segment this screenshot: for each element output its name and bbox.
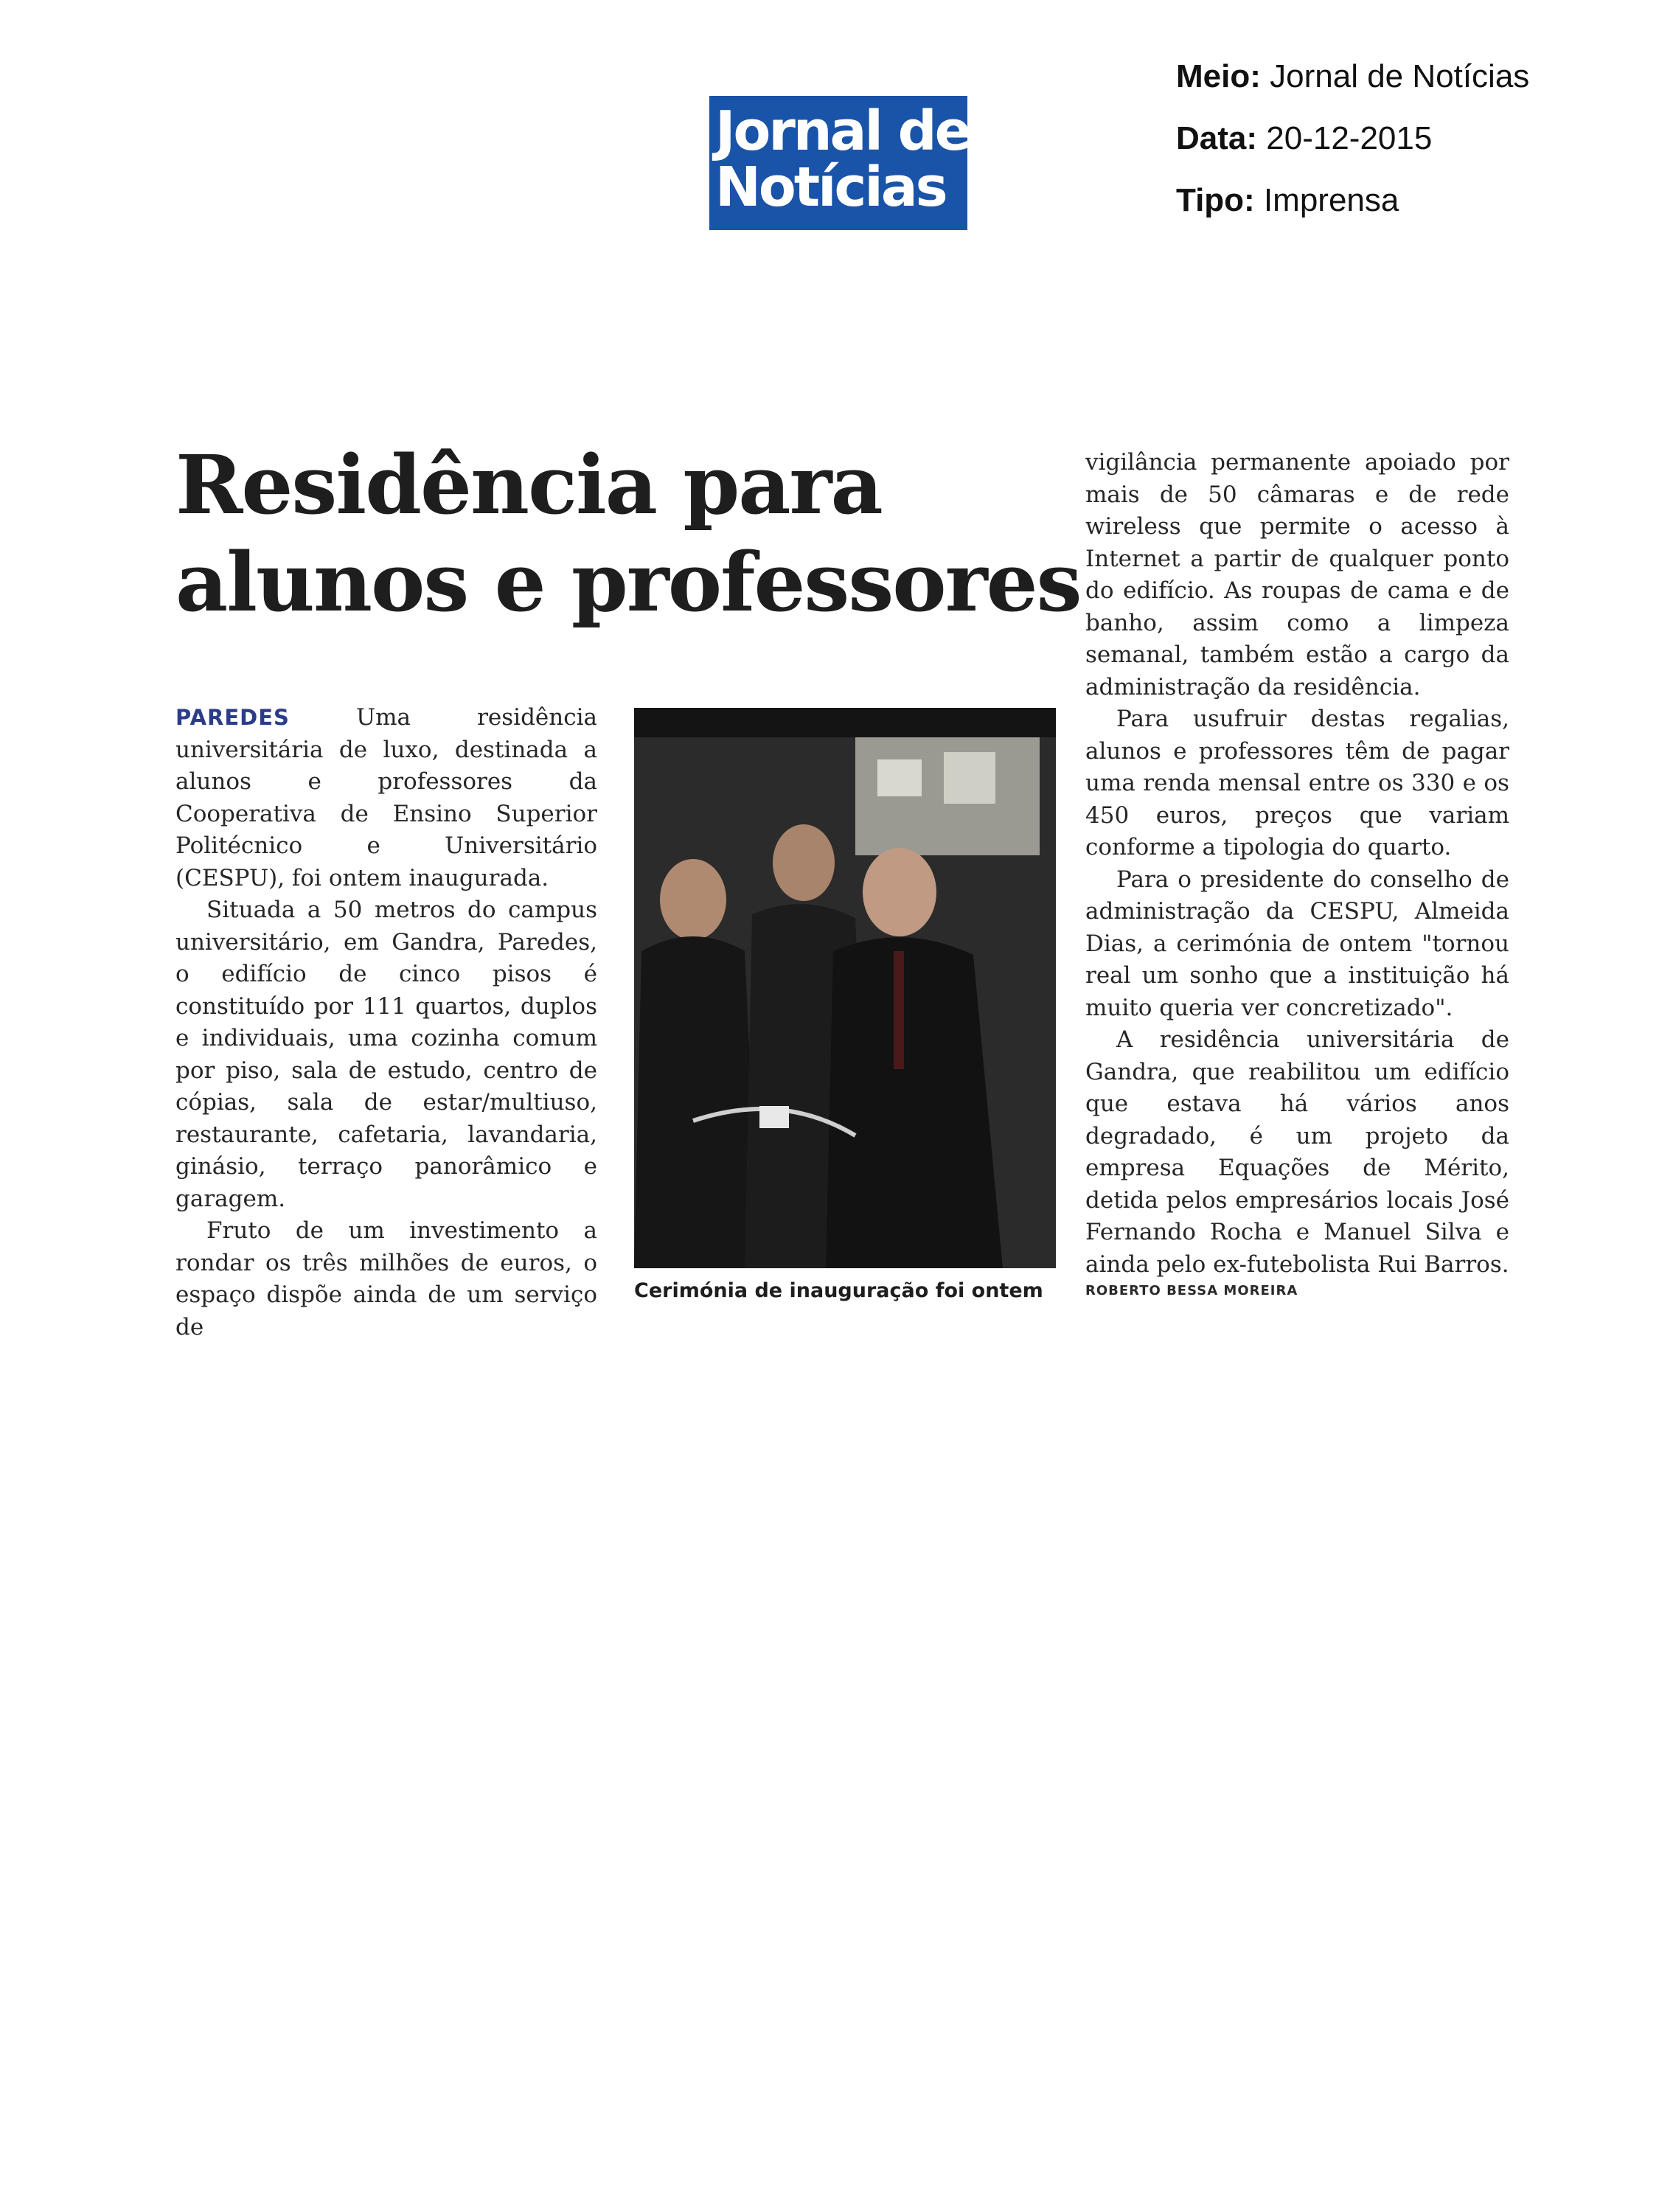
ceremony-photo xyxy=(634,708,1056,1268)
ceremony-photo-illustration xyxy=(634,708,1056,1268)
article-headline xyxy=(175,437,1081,631)
logo-line-2: Notícias xyxy=(715,156,946,219)
meta-data xyxy=(1176,115,1529,177)
paragraph: A residência universitária de Gandra, que reabilitou um edifício que estava há vários anos degradado, é um projeto da empresa Equações de Mérito, detida pelos empresários locais José Fernando Rocha e Manuel Silva e ainda pelo ex-futebolista Rui Barros. xyxy=(1085,1026,1509,1278)
data-value: 20-12-2015 xyxy=(1266,120,1433,156)
paragraph: Para o presidente do conselho de administração da CESPU, Almeida Dias, a cerimónia de ontem "tornou real um sonho que a instituição há muito queria ver concretizado". xyxy=(1085,866,1509,1021)
photo-credit: ROBERTO BESSA MOREIRA xyxy=(1085,1283,1298,1298)
data-label: Data: xyxy=(1176,120,1258,156)
newspaper-logo xyxy=(709,96,970,230)
paragraph-text: Uma residência universitária de luxo, destinada a alunos e professores da Cooperativa de Ensino Superior Politécnico e Universitário (CESPU), foi ontem inaugurada. xyxy=(175,704,597,891)
paragraph: Para usufruir destas regalias, alunos e professores têm de pagar uma renda mensal entre os 330 e os 450 euros, preços que variam conforme a tipologia do quarto. xyxy=(1085,706,1509,860)
article-column-left xyxy=(175,702,597,1343)
meta-tipo xyxy=(1176,177,1529,239)
article-column-right xyxy=(1085,447,1509,1281)
paragraph xyxy=(175,702,597,894)
logo-line-1: Jornal de xyxy=(715,100,970,163)
headline-line-2: alunos e professores xyxy=(175,535,1081,630)
photo-caption: Cerimónia de inauguração foi ontem xyxy=(634,1279,1043,1302)
clipping-metadata xyxy=(1176,53,1529,239)
paragraph: vigilância permanente apoiado por mais de 50 câmaras e de rede wireless que permite o acesso à Internet a partir de qualquer ponto do edifício. As roupas de cama e de banho, assim como a limpeza semanal, também estão a cargo da administração da residência. xyxy=(1085,449,1509,700)
meta-meio xyxy=(1176,53,1529,115)
meio-value: Jornal de Notícias xyxy=(1270,58,1530,94)
paragraph: Fruto de um investimento a rondar os três milhões de euros, o espaço dispõe ainda de um serviço de xyxy=(175,1217,597,1340)
meio-label: Meio: xyxy=(1176,58,1261,94)
headline-line-1: Residência para xyxy=(175,437,882,532)
paragraph: Situada a 50 metros do campus universitário, em Gandra, Paredes, o edifício de cinco pisos é constituído por 111 quartos, duplos e individuais, uma cozinha comum por piso, sala de estudo, centro de cópias, sala de estar/multiuso, restaurante, cafetaria, lavandaria, ginásio, terraço panorâmico e garagem. xyxy=(175,897,597,1212)
lead-place: PAREDES xyxy=(175,705,290,730)
tipo-label: Tipo: xyxy=(1176,182,1255,218)
tipo-value: Imprensa xyxy=(1263,182,1399,218)
